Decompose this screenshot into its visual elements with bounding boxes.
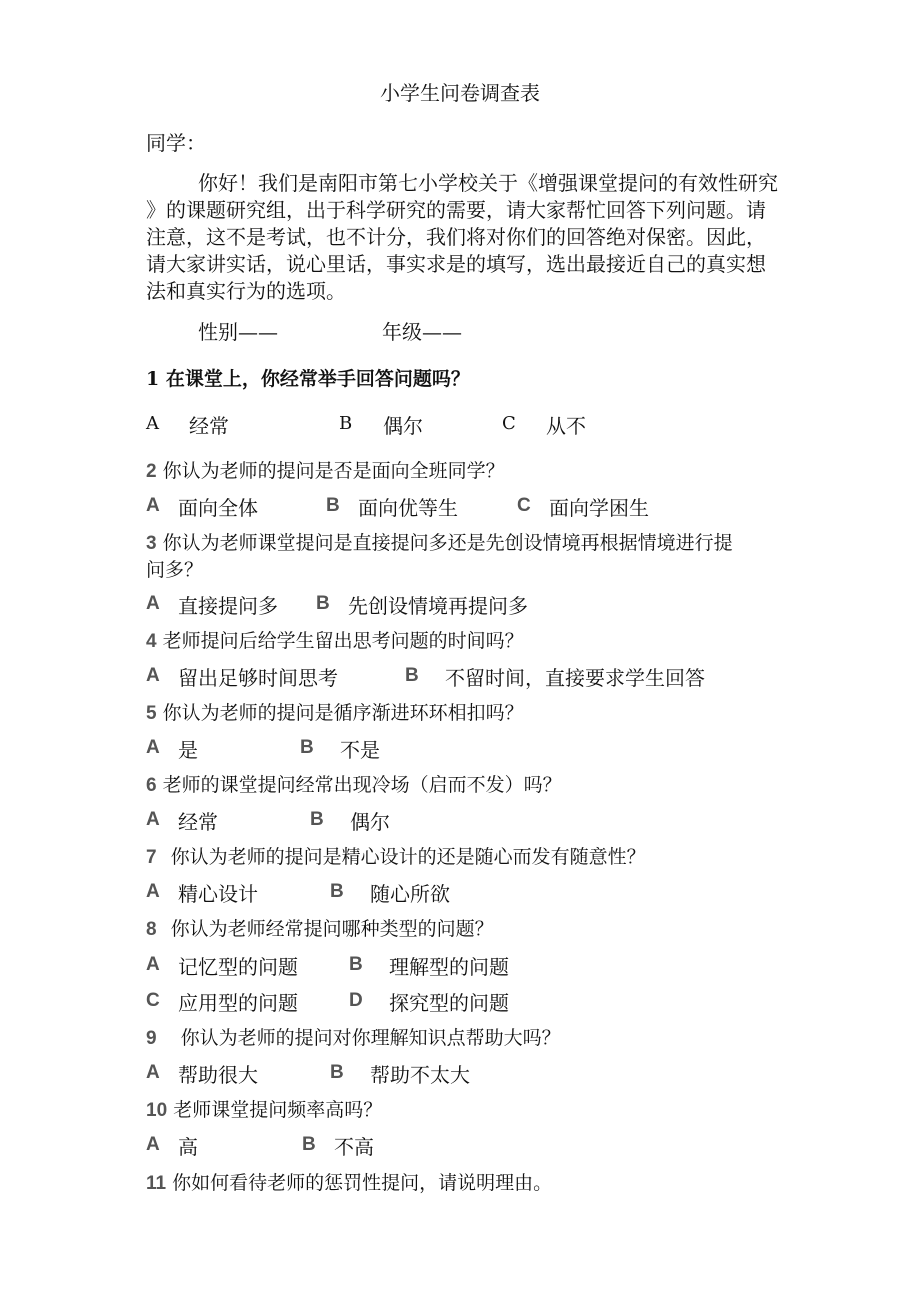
option-letter: A bbox=[146, 413, 159, 434]
question-number: 3 bbox=[146, 533, 157, 554]
option-letter: A bbox=[146, 593, 160, 614]
option-8d[interactable] bbox=[349, 987, 363, 1012]
question-number: 10 bbox=[146, 1100, 168, 1121]
option-letter: B bbox=[405, 665, 419, 686]
option-letter: A bbox=[146, 495, 160, 516]
option-4b[interactable] bbox=[405, 662, 419, 687]
option-4b-text: 不留时间，直接要求学生回答 bbox=[445, 666, 705, 690]
question-text: 老师提问后给学生留出思考问题的时间吗？ bbox=[162, 630, 524, 652]
option-6b-text: 偶尔 bbox=[350, 810, 390, 834]
option-letter: C bbox=[502, 413, 516, 434]
option-8c-text: 应用型的问题 bbox=[178, 991, 298, 1015]
question-3-continued: 问多？ bbox=[146, 559, 204, 581]
option-9b[interactable] bbox=[330, 1059, 344, 1084]
option-1b[interactable] bbox=[339, 410, 352, 434]
option-9a-text: 帮助很大 bbox=[178, 1063, 258, 1087]
question-text: 你认为老师的提问是精心设计的还是随心而发有随意性？ bbox=[170, 846, 646, 868]
option-8b[interactable] bbox=[349, 951, 363, 976]
question-text: 你认为老师经常提问哪种类型的问题？ bbox=[170, 918, 494, 940]
option-1a-text: 经常 bbox=[189, 414, 229, 438]
question-text: 你认为老师的提问是循序渐进环环相扣吗？ bbox=[162, 702, 524, 724]
intro-line: 法和真实行为的选项。 bbox=[146, 279, 346, 303]
option-7a-text: 精心设计 bbox=[178, 882, 258, 906]
option-letter: A bbox=[146, 737, 160, 758]
option-letter: B bbox=[349, 954, 363, 975]
question-7 bbox=[146, 842, 646, 869]
question-number: 5 bbox=[146, 703, 157, 724]
option-7b-text: 随心所欲 bbox=[370, 882, 450, 906]
question-6 bbox=[146, 770, 562, 797]
intro-paragraph bbox=[146, 170, 826, 305]
option-2a-text: 面向全体 bbox=[178, 496, 258, 520]
option-6b[interactable] bbox=[310, 806, 324, 831]
question-4 bbox=[146, 626, 524, 653]
option-letter: B bbox=[326, 495, 340, 516]
question-text: 你认为老师的提问对你理解知识点帮助大吗？ bbox=[180, 1027, 561, 1049]
option-letter: D bbox=[349, 990, 363, 1011]
question-number: 7 bbox=[146, 847, 157, 868]
option-2c[interactable] bbox=[517, 492, 531, 517]
option-10b-text: 不高 bbox=[334, 1135, 374, 1159]
option-8a-text: 记忆型的问题 bbox=[178, 955, 298, 979]
option-7b[interactable] bbox=[330, 878, 344, 903]
question-text: 你认为老师课堂提问是直接提问多还是先创设情境再根据情境进行提 bbox=[162, 532, 733, 554]
option-2a[interactable] bbox=[146, 492, 160, 517]
option-8a[interactable] bbox=[146, 951, 160, 976]
option-letter: B bbox=[316, 593, 330, 614]
option-2b[interactable] bbox=[326, 492, 340, 517]
option-letter: B bbox=[339, 413, 353, 434]
question-number: 8 bbox=[146, 919, 157, 940]
option-letter: A bbox=[146, 809, 160, 830]
option-letter: B bbox=[302, 1134, 316, 1155]
intro-line: 》的课题研究组，出于科学研究的需要，请大家帮忙回答下列问题。请 bbox=[146, 198, 766, 222]
option-5a[interactable] bbox=[146, 734, 160, 759]
option-letter: A bbox=[146, 881, 160, 902]
option-3a[interactable] bbox=[146, 590, 160, 615]
question-2 bbox=[146, 456, 505, 483]
option-letter: B bbox=[310, 809, 324, 830]
question-11 bbox=[146, 1168, 552, 1195]
question-number: 6 bbox=[146, 775, 157, 796]
intro-line: 注意，这不是考试，也不计分，我们将对你们的回答绝对保密。因此， bbox=[146, 225, 766, 249]
salutation: 同学： bbox=[146, 131, 206, 155]
question-number: 4 bbox=[146, 631, 157, 652]
option-3a-text: 直接提问多 bbox=[178, 594, 278, 618]
option-1c-text: 从不 bbox=[546, 414, 586, 438]
question-9 bbox=[146, 1023, 561, 1050]
option-10a[interactable] bbox=[146, 1131, 160, 1156]
option-letter: C bbox=[146, 990, 160, 1011]
option-letter: A bbox=[146, 1134, 160, 1155]
option-10a-text: 高 bbox=[178, 1135, 198, 1159]
intro-line: 请大家讲实话，说心里话，事实求是的填写，选出最接近自己的真实想 bbox=[146, 252, 766, 276]
option-2c-text: 面向学困生 bbox=[549, 496, 649, 520]
question-text: 老师的课堂提问经常出现冷场（启而不发）吗？ bbox=[162, 774, 562, 796]
option-1b-text: 偶尔 bbox=[383, 414, 423, 438]
option-5b[interactable] bbox=[300, 734, 314, 759]
question-8 bbox=[146, 914, 494, 941]
option-9a[interactable] bbox=[146, 1059, 160, 1084]
option-5a-text: 是 bbox=[178, 738, 198, 762]
option-3b-text: 先创设情境再提问多 bbox=[348, 594, 528, 618]
question-number: 2 bbox=[146, 461, 157, 482]
option-letter: B bbox=[300, 737, 314, 758]
page-title: 小学生问卷调查表 bbox=[380, 81, 540, 105]
option-8c[interactable] bbox=[146, 987, 160, 1012]
option-letter: A bbox=[146, 1062, 160, 1083]
option-4a-text: 留出足够时间思考 bbox=[178, 666, 338, 690]
option-letter: C bbox=[517, 495, 531, 516]
question-3 bbox=[146, 528, 733, 555]
question-text: 你认为老师的提问是否是面向全班同学？ bbox=[162, 460, 505, 482]
option-letter: B bbox=[330, 881, 344, 902]
question-text: 老师课堂提问频率高吗？ bbox=[173, 1099, 383, 1121]
question-number: 9 bbox=[146, 1028, 157, 1049]
option-10b[interactable] bbox=[302, 1131, 316, 1156]
question-1: 1 在课堂上，你经常举手回答问题吗？ bbox=[146, 368, 470, 390]
option-9b-text: 帮助不太大 bbox=[370, 1063, 470, 1087]
question-text: 你如何看待老师的惩罚性提问，请说明理由。 bbox=[172, 1172, 553, 1194]
grade-field[interactable]: 年级—— bbox=[382, 320, 462, 344]
option-8b-text: 理解型的问题 bbox=[389, 955, 509, 979]
gender-field[interactable]: 性别—— bbox=[198, 320, 278, 344]
option-1c[interactable] bbox=[502, 410, 516, 434]
option-8d-text: 探究型的问题 bbox=[389, 991, 509, 1015]
option-6a[interactable] bbox=[146, 806, 160, 831]
option-5b-text: 不是 bbox=[340, 738, 380, 762]
intro-line: 你好！我们是南阳市第七小学校关于《增强课堂提问的有效性研究 bbox=[198, 171, 778, 195]
option-letter: A bbox=[146, 665, 160, 686]
option-4a[interactable] bbox=[146, 662, 160, 687]
option-6a-text: 经常 bbox=[178, 810, 218, 834]
option-1a[interactable] bbox=[146, 410, 159, 434]
option-3b[interactable] bbox=[316, 590, 330, 615]
option-letter: B bbox=[330, 1062, 344, 1083]
option-7a[interactable] bbox=[146, 878, 160, 903]
question-5 bbox=[146, 698, 524, 725]
question-number: 11 bbox=[146, 1173, 167, 1194]
option-2b-text: 面向优等生 bbox=[358, 496, 458, 520]
option-letter: A bbox=[146, 954, 160, 975]
question-10 bbox=[146, 1095, 382, 1122]
